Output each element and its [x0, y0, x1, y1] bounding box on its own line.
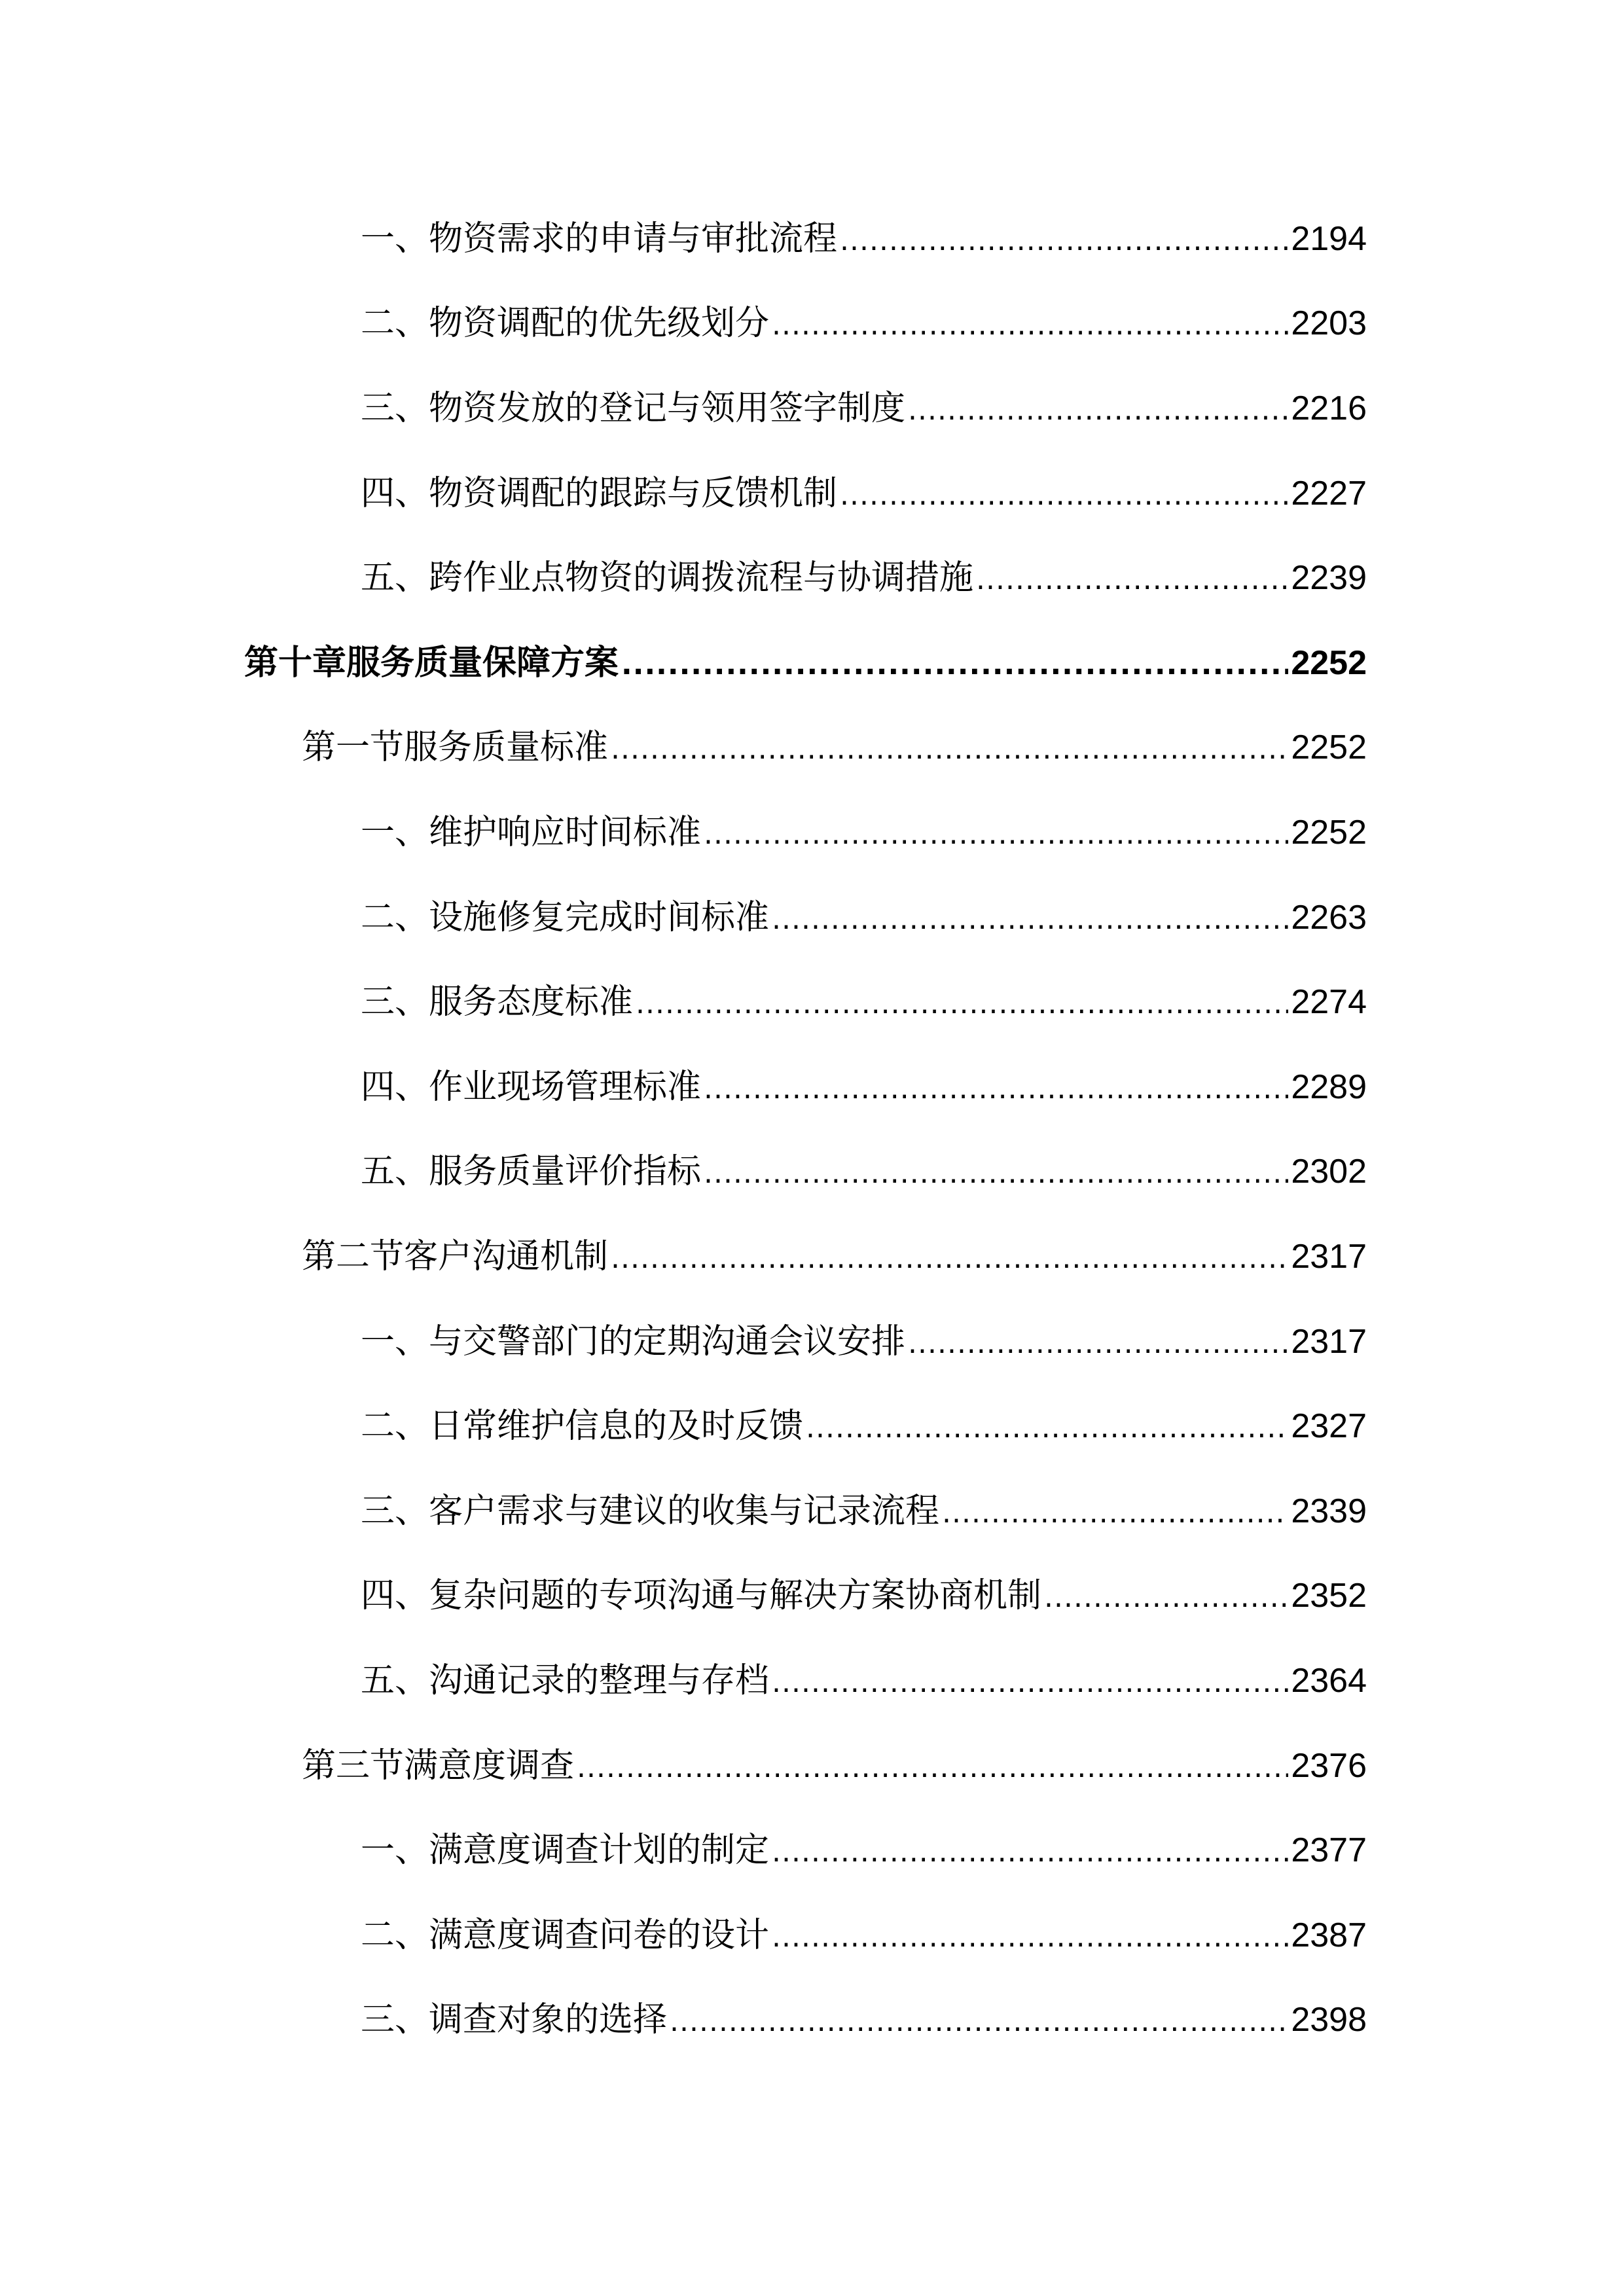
toc-dot-leader: [611, 1232, 1288, 1285]
toc-page-number: 2398: [1291, 2001, 1367, 2039]
toc-entry-label: 三、调查对象的选择: [361, 2000, 668, 2039]
toc-page-number: 2263: [1291, 899, 1367, 937]
toc-dot-leader: [611, 723, 1288, 776]
toc-entry[interactable]: [361, 1145, 1367, 1198]
toc-page-number: 2327: [1291, 1407, 1367, 1445]
toc-page-number: 2252: [1291, 814, 1367, 852]
toc-entry-label: 三、客户需求与建议的收集与记录流程: [361, 1492, 940, 1531]
toc-section-entry[interactable]: [302, 1230, 1367, 1283]
toc-dot-leader: [1044, 1571, 1288, 1624]
toc-page-number: 2387: [1291, 1916, 1367, 1954]
toc-entry[interactable]: [361, 891, 1367, 944]
toc-page-number: 2194: [1291, 220, 1367, 258]
toc-entry-label: 第三节满意度调查: [302, 1746, 575, 1785]
toc-entry-label: 一、与交警部门的定期沟通会议安排: [361, 1322, 906, 1361]
toc-entry-label: 四、物资调配的跟踪与反馈机制: [361, 474, 838, 513]
toc-entry-label: 二、满意度调查问卷的设计: [361, 1916, 770, 1955]
toc-dot-leader: [704, 1063, 1288, 1115]
toc-page-number: 2376: [1291, 1747, 1367, 1785]
toc-page-number: 2377: [1291, 1831, 1367, 1869]
toc-entry[interactable]: [361, 552, 1367, 604]
toc-entry[interactable]: [361, 806, 1367, 859]
toc-dot-leader: [840, 215, 1288, 267]
toc-dot-leader: [772, 1911, 1288, 1964]
toc-entry[interactable]: [361, 1061, 1367, 1113]
toc-page-number: 2317: [1291, 1238, 1367, 1276]
toc-page-number: 2289: [1291, 1068, 1367, 1106]
toc-dot-leader: [772, 299, 1288, 351]
toc-page-number: 2203: [1291, 304, 1367, 342]
toc-page-number: 2352: [1291, 1577, 1367, 1615]
toc-entry-label: 四、作业现场管理标准: [361, 1067, 702, 1107]
toc-dot-leader: [772, 1657, 1288, 1709]
toc-entry-label: 五、服务质量评价指标: [361, 1152, 702, 1191]
toc-entry[interactable]: [361, 1824, 1367, 1876]
toc-entry[interactable]: [361, 1655, 1367, 1707]
toc-entry-label: 第二节客户沟通机制: [302, 1237, 609, 1276]
toc-dot-leader: [772, 893, 1288, 946]
toc-entry-label: 一、维护响应时间标准: [361, 813, 702, 852]
toc-page-number: 2252: [1291, 728, 1367, 766]
toc-page-number: 2364: [1291, 1662, 1367, 1700]
toc-entry[interactable]: [361, 1909, 1367, 1962]
toc-entry-label: 五、沟通记录的整理与存档: [361, 1661, 770, 1700]
toc-entry-label: 第一节服务质量标准: [302, 728, 609, 767]
toc-page-number: 2239: [1291, 559, 1367, 597]
toc-dot-leader: [577, 1742, 1288, 1794]
toc-dot-leader: [621, 639, 1288, 691]
toc-entry-label: 二、物资调配的优先级划分: [361, 304, 770, 343]
toc-entry-label: 二、设施修复完成时间标准: [361, 898, 770, 937]
toc-section-entry[interactable]: [302, 721, 1367, 774]
toc-entry[interactable]: [361, 976, 1367, 1028]
toc-page-number: 2339: [1291, 1492, 1367, 1530]
toc-page-number: 2227: [1291, 475, 1367, 512]
toc-dot-leader: [704, 1147, 1288, 1200]
toc-entry-label: 二、日常维护信息的及时反馈: [361, 1407, 804, 1446]
toc-entry[interactable]: [361, 467, 1367, 520]
toc-entry-label: 第十章服务质量保障方案: [244, 643, 619, 683]
toc-entry[interactable]: [361, 213, 1367, 265]
toc-page-number: 2216: [1291, 389, 1367, 427]
toc-entry[interactable]: [361, 1570, 1367, 1622]
toc-entry-label: 一、满意度调查计划的制定: [361, 1831, 770, 1870]
toc-entry[interactable]: [361, 1400, 1367, 1452]
toc-entry-label: 五、跨作业点物资的调拨流程与协调措施: [361, 558, 974, 598]
toc-page-number: 2252: [1291, 644, 1367, 682]
toc-entry[interactable]: [361, 297, 1367, 350]
toc-dot-leader: [636, 978, 1288, 1030]
toc-entry[interactable]: [361, 1316, 1367, 1368]
toc-section-entry[interactable]: [302, 1740, 1367, 1792]
toc-dot-leader: [806, 1402, 1288, 1454]
toc-entry-label: 四、复杂问题的专项沟通与解决方案协商机制: [361, 1576, 1042, 1615]
toc-entry[interactable]: [361, 1485, 1367, 1537]
toc-dot-leader: [772, 1826, 1288, 1878]
toc-dot-leader: [908, 1318, 1288, 1370]
toc-chapter-entry[interactable]: [244, 637, 1367, 689]
toc-page-number: 2317: [1291, 1323, 1367, 1361]
toc-page-number: 2274: [1291, 983, 1367, 1021]
toc-dot-leader: [976, 554, 1288, 606]
toc-dot-leader: [670, 1996, 1288, 2048]
toc-entry-label: 三、物资发放的登记与领用签字制度: [361, 389, 906, 428]
toc-entry[interactable]: [361, 1994, 1367, 2046]
toc-entry-label: 一、物资需求的申请与审批流程: [361, 219, 838, 259]
toc-dot-leader: [908, 384, 1288, 437]
toc-page-number: 2302: [1291, 1153, 1367, 1191]
toc-dot-leader: [704, 808, 1288, 861]
toc-entry[interactable]: [361, 382, 1367, 435]
toc-dot-leader: [840, 469, 1288, 522]
toc-entry-label: 三、服务态度标准: [361, 982, 634, 1022]
toc-dot-leader: [942, 1487, 1288, 1539]
